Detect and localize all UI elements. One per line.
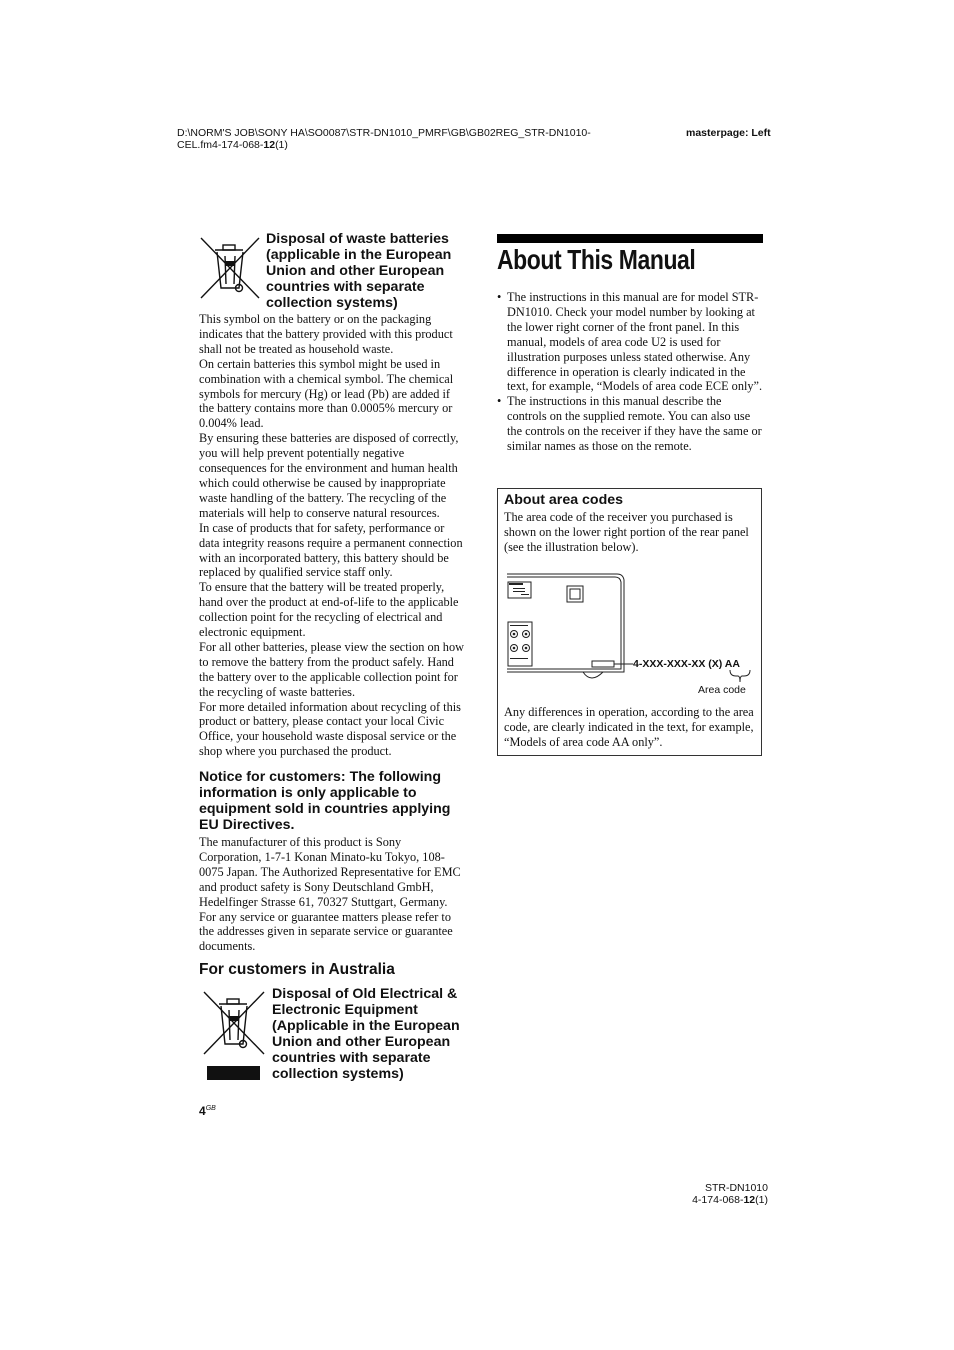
footer-model: STR-DN1010 [704, 1182, 768, 1194]
list-item-text: The instructions in this manual describe the controls on the supplied remote. You can also use the controls on the receiver if they have the same or similar names as those on the remote. [507, 394, 762, 454]
instructions-list [497, 290, 763, 454]
footer-code-prefix: 4-174-068- [692, 1194, 744, 1206]
file-path-line1: D:\NORM'S JOB\SONY HA\SO0087\STR-DN1010_PMRF\GB\GB02REG_STR-DN1010- [177, 127, 591, 139]
file-path-prefix: CEL.fm4-174-068- [177, 139, 264, 151]
page-number-suffix: GB [205, 1105, 216, 1112]
area-codes-note: Any differences in operation, according to the area code, are clearly indicated in the text, for example, “Models of area code AA only”. [504, 705, 754, 749]
batteries-text [199, 312, 465, 759]
rear-panel-illustration [505, 570, 750, 690]
page-title: About This Manual [497, 244, 696, 275]
area-code-brace [727, 668, 753, 684]
black-bar-symbol [207, 1066, 260, 1080]
bullet: • [497, 290, 502, 304]
batteries-paragraph: This symbol on the battery or on the packaging indicates that the battery provided with this product shall not be treated as household waste. [199, 312, 453, 356]
masterpage-label: masterpage: Left [686, 127, 771, 139]
footer-model-info [640, 1182, 768, 1206]
file-path-line2 [177, 139, 647, 151]
notice-heading: Notice for customers: The following information is only applicable to equipment sold in countries applying EU Directives. [199, 769, 451, 833]
bullet: • [497, 394, 502, 409]
area-code-format-label: 4-XXX-XXX-XX (X) AA [633, 658, 740, 670]
title-rule [497, 234, 763, 243]
australia-heading: For customers in Australia [199, 961, 395, 978]
footer-code-bold: 12 [743, 1194, 756, 1206]
page-number [199, 1104, 216, 1118]
batteries-heading: Disposal of waste batteries (applicable in the European Union and other European countries with separate collection systems) [266, 231, 452, 311]
area-codes-title: About area codes [504, 492, 624, 508]
batteries-paragraph: In case of products that for safety, performance or data integrity reasons require a permanent connection with an incorporated battery, this battery should be replaced by qualified service staff only. [199, 520, 463, 580]
list-item-text: The instructions in this manual are for model STR-DN1010. Check your model number by looking at the lower right corner of the front panel. In this manual, models of area code U2 is used for illustration purposes unless stated otherwise. Any difference in operation is clearly indicated in the text, for example, “Models of area code ECE only”. [507, 290, 763, 394]
area-codes-intro: The area code of the receiver you purchased is shown on the lower right portion of the rear panel (see the illustration below). [504, 510, 749, 554]
footer-code [640, 1194, 768, 1206]
file-path-suffix: (1) [275, 139, 288, 151]
file-path-bold: 12 [263, 139, 276, 151]
area-code-label: Area code [698, 684, 746, 696]
old-equipment-heading: Disposal of Old Electrical & Electronic Equipment (Applicable in the European Union and other European countries with separate collection systems) [272, 986, 460, 1082]
batteries-paragraph: For more detailed information about recycling of this product or battery, please contact your local Civic Office, your household waste disposal service or the shop where you purchased the product. [199, 699, 461, 759]
crossed-bin-icon [202, 990, 266, 1056]
batteries-paragraph: For all other batteries, please view the section on how to remove the battery from the product safely. Hand the battery over to the applicable collection point for the recycling of waste batteries. [199, 639, 464, 699]
list-item [497, 290, 763, 394]
batteries-paragraph: By ensuring these batteries are disposed of correctly, you will help prevent potentially negative consequences for the environment and human health which could otherwise be caused by inappropriate waste handling of the battery. The recycling of the materials will help to conserve natural resources. [199, 431, 459, 520]
footer-code-suffix: (1) [755, 1194, 768, 1206]
batteries-paragraph: To ensure that the battery will be treated properly, hand over the product at end-of-life to the applicable collection point for the recycling of electrical and electronic equipment. [199, 580, 459, 640]
batteries-paragraph: On certain batteries this symbol might be used in combination with a chemical symbol. The chemical symbols for mercury (Hg) or lead (Pb) are added if the battery contains more than 0.0005% mercury or 0.004% lead. [199, 356, 454, 431]
list-item [497, 394, 763, 454]
notice-text: The manufacturer of this product is Sony Corporation, 1-7-1 Konan Minato-ku Tokyo, 108-0075 Japan. The Authorized Representative for EMC and product safety is Sony Deutschland GmbH, Hedelfinger Strasse 61, 70327 Stuttgart, Germany. For any service or guarantee matters please refer to the addresses given in separate service or guarantee documents. [199, 835, 461, 954]
page-number-value: 4 [199, 1104, 206, 1118]
crossed-bin-icon [199, 236, 261, 300]
file-path-header [177, 127, 647, 151]
